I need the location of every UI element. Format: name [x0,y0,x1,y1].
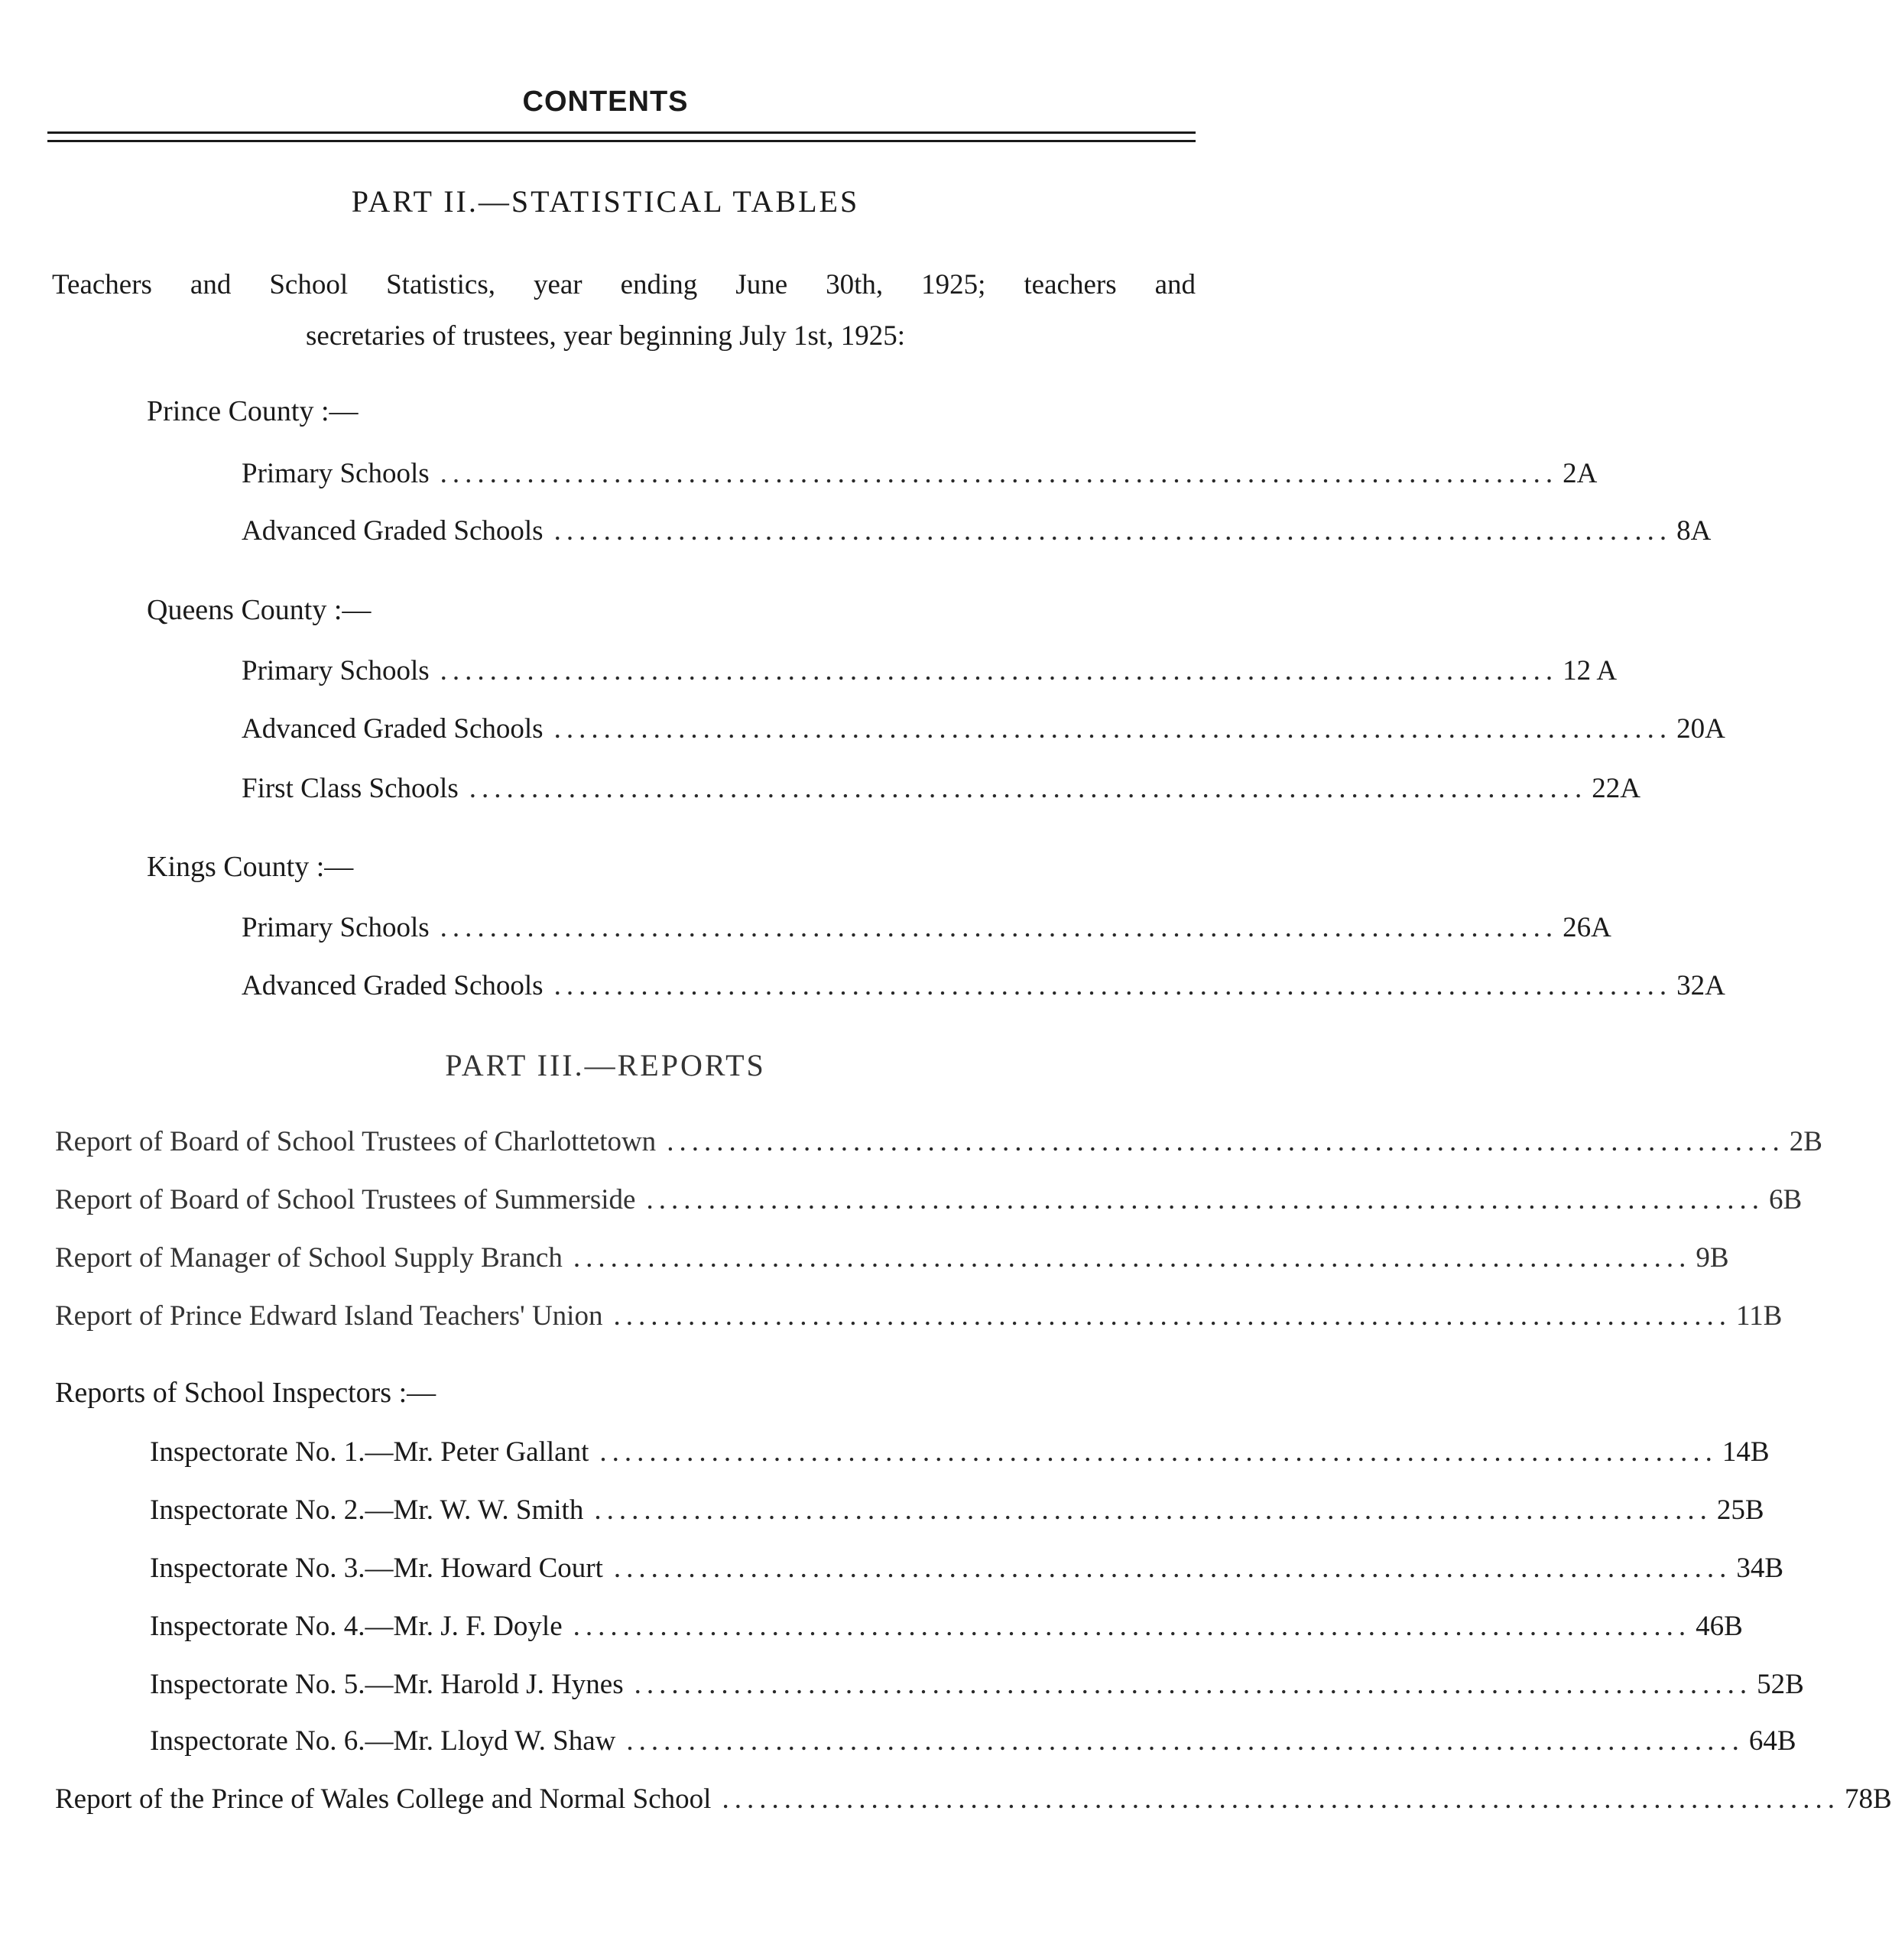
toc-entry[interactable] [150,1725,1796,1757]
toc-entry-label: Inspectorate No. 1.—Mr. Peter Gallant [150,1436,589,1468]
page-title: CONTENTS [522,86,689,118]
toc-entry[interactable] [242,969,1725,1002]
dot-leader: .......................................................................................... [440,912,1559,943]
dot-leader: .......................................................................................... [553,970,1673,1001]
part-2-heading: PART II.—STATISTICAL TABLES [351,184,860,219]
toc-entry[interactable] [55,1241,1729,1274]
toc-entry-page: 22A [1592,773,1640,804]
toc-entry[interactable] [55,1783,1892,1816]
toc-entry-page: 20A [1676,713,1725,745]
toc-entry-label: Report of Manager of School Supply Branch [55,1242,563,1274]
toc-entry-page: 52B [1757,1669,1804,1700]
intro-line-2: secretaries of trustees, year beginning July 1st, 1925: [306,320,905,352]
toc-entry-page: 2B [1789,1126,1822,1157]
toc-entry-label: Inspectorate No. 4.—Mr. J. F. Doyle [150,1611,563,1642]
toc-entry-page: 2A [1563,458,1598,489]
toc-entry-page: 25B [1716,1494,1764,1526]
toc-entry-label: Report of the Prince of Wales College and Normal School [55,1783,712,1815]
toc-entry[interactable] [242,772,1640,805]
toc-entry-page: 6B [1768,1184,1803,1215]
dot-leader: .......................................................................................... [613,1300,1731,1332]
county-heading-kings: Kings County :— [147,851,354,883]
toc-entry-label: Primary Schools [242,655,430,686]
toc-entry-label: Inspectorate No. 5.—Mr. Harold J. Hynes [150,1669,624,1700]
dot-leader: .......................................................................................... [440,655,1559,686]
toc-entry[interactable] [150,1494,1764,1527]
dot-leader: .......................................................................................... [573,1611,1692,1642]
toc-entry-label: Report of Prince Edward Island Teachers' Union [55,1300,603,1332]
toc-entry-label: Advanced Graded Schools [242,713,544,745]
dot-leader: .......................................................................................... [469,773,1588,804]
toc-entry-page: 78B [1844,1783,1892,1815]
dot-leader: .......................................................................................... [594,1494,1712,1526]
dot-leader: .......................................................................................... [722,1783,1840,1815]
county-heading-prince: Prince County :— [147,395,359,427]
toc-entry[interactable] [150,1610,1743,1643]
dot-leader: .......................................................................................... [646,1184,1764,1215]
toc-entry-label: Report of Board of School Trustees of Summerside [55,1184,636,1215]
toc-entry[interactable] [55,1125,1822,1158]
dot-leader: .......................................................................................... [634,1669,1753,1700]
toc-entry-page: 9B [1696,1242,1729,1274]
dot-leader: .......................................................................................... [573,1242,1692,1274]
toc-entry[interactable] [55,1183,1803,1216]
toc-entry-label: First Class Schools [242,773,459,804]
toc-entry-page: 26A [1563,912,1611,943]
toc-entry[interactable] [150,1552,1784,1585]
toc-entry[interactable] [242,654,1618,687]
toc-entry-label: Primary Schools [242,458,430,489]
toc-entry[interactable] [55,1300,1783,1332]
dot-leader: .......................................................................................... [667,1126,1785,1157]
toc-entry-label: Inspectorate No. 6.—Mr. Lloyd W. Shaw [150,1725,616,1757]
toc-entry-page: 64B [1748,1725,1796,1757]
toc-entry[interactable] [242,911,1611,944]
toc-entry-label: Inspectorate No. 2.—Mr. W. W. Smith [150,1494,584,1526]
toc-entry-label: Primary Schools [242,912,430,943]
toc-entry-page: 8A [1676,515,1712,547]
toc-entry-label: Advanced Graded Schools [242,970,544,1001]
toc-entry[interactable] [242,457,1598,490]
toc-entry-page: 32A [1676,970,1725,1001]
dot-leader: .......................................................................................... [599,1436,1718,1468]
toc-entry-label: Inspectorate No. 3.—Mr. Howard Court [150,1553,603,1584]
toc-entry-page: 46B [1696,1611,1743,1642]
inspectors-heading: Reports of School Inspectors :— [55,1377,436,1409]
dot-leader: .......................................................................................... [626,1725,1744,1757]
toc-entry[interactable] [242,514,1712,547]
toc-entry-label: Report of Board of School Trustees of Charlottetown [55,1126,657,1157]
toc-entry[interactable] [242,712,1725,745]
toc-entry[interactable] [150,1668,1804,1701]
toc-entry-label: Advanced Graded Schools [242,515,544,547]
dot-leader: .......................................................................................... [440,458,1559,489]
dot-leader: .......................................................................................... [553,713,1673,745]
toc-entry-page: 14B [1722,1436,1770,1468]
county-heading-queens: Queens County :— [147,594,372,626]
dot-leader: .......................................................................................... [553,515,1673,547]
toc-entry-page: 11B [1735,1300,1783,1332]
dot-leader: .......................................................................................... [613,1553,1732,1584]
intro-line-1: Teachers and School Statistics, year ending June 30th, 1925; teachers and [52,269,1196,300]
title-double-rule [47,131,1196,142]
toc-entry-page: 34B [1736,1553,1784,1584]
part-3-heading: PART III.—REPORTS [445,1048,766,1082]
toc-entry-page: 12 A [1563,655,1618,686]
toc-entry[interactable] [150,1436,1770,1468]
